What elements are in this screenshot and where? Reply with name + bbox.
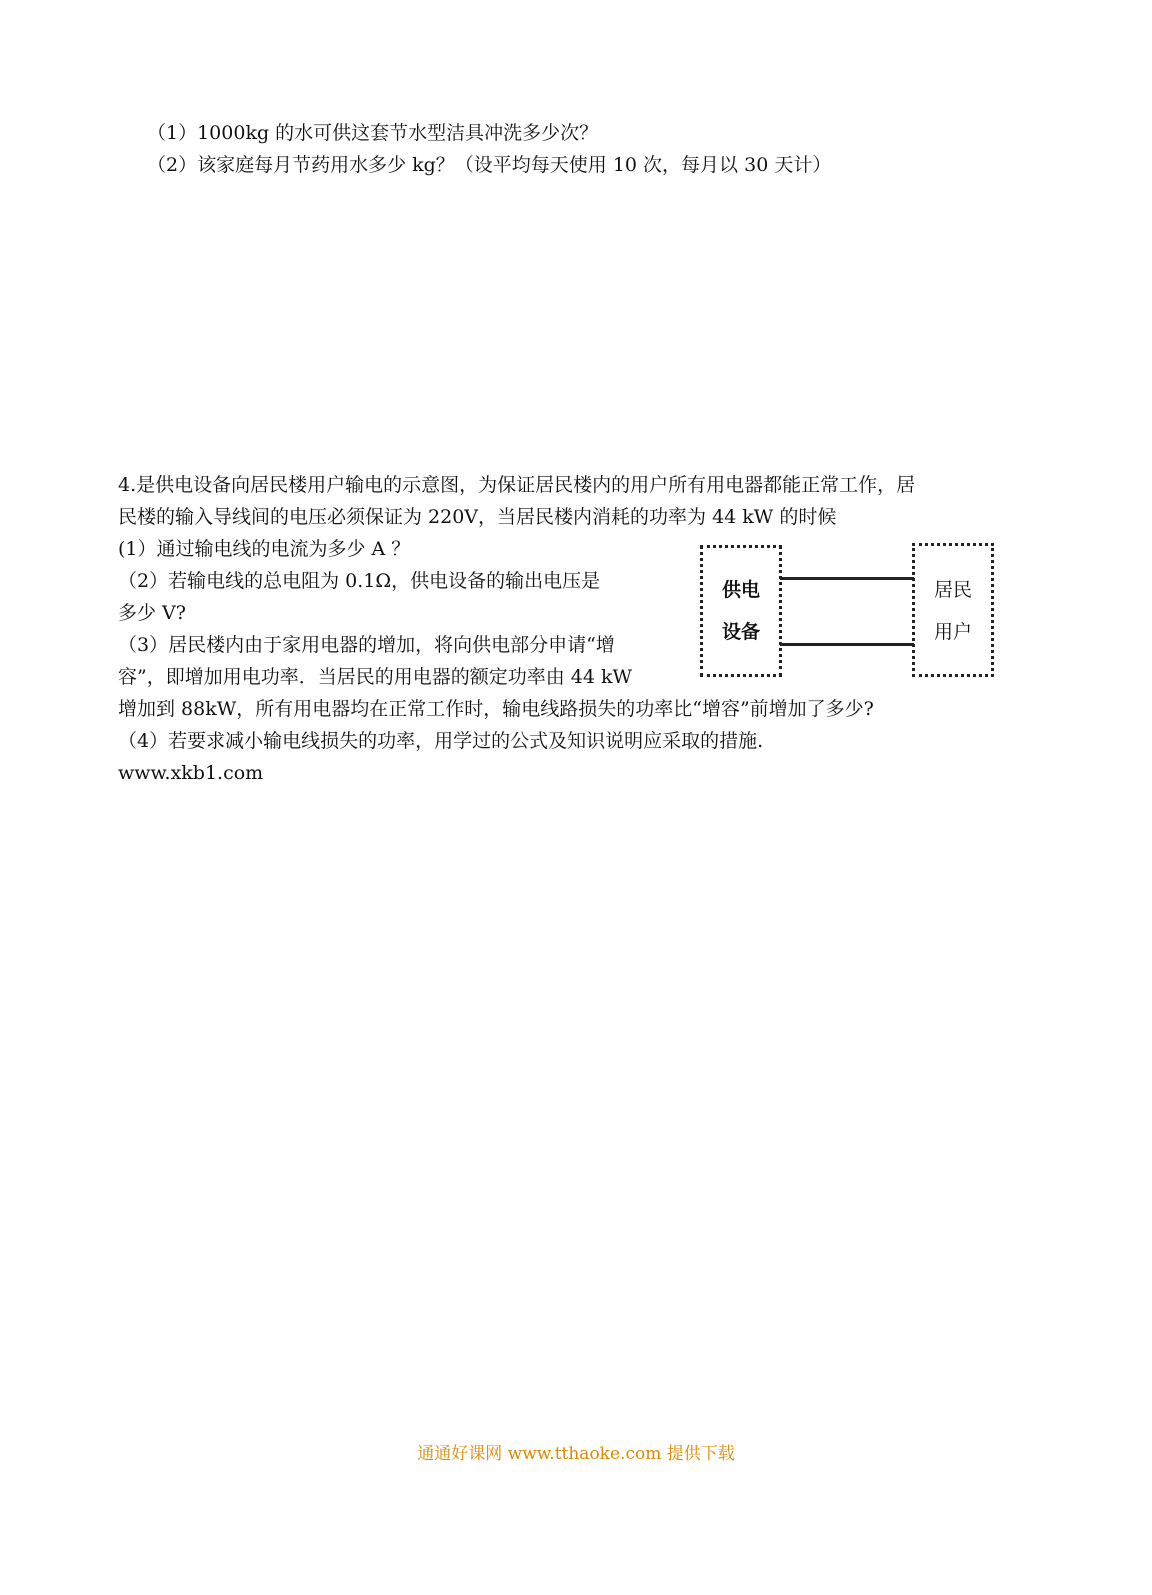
upper-wire: [780, 577, 914, 580]
power-supply-label-2: 设备: [721, 621, 760, 643]
q4-sub3-line2: 容”，即增加用电功率．当居民的用电器的额定功率由 44 kW: [118, 666, 633, 688]
lower-wire: [780, 643, 914, 646]
q4-sub4: （4）若要求减小输电线损失的功率，用学过的公式及知识说明应采取的措施.: [118, 730, 764, 752]
q3-sub2: （2）该家庭每月节药用水多少 kg？（设平均每天使用 10 次，每月以 30 天计）: [147, 154, 832, 176]
q4-intro-line2: 民楼的输入导线间的电压必须保证为 220V，当居民楼内消耗的功率为 44 kW 的时候: [118, 506, 837, 528]
q4-sub3-line3: 增加到 88kW，所有用电器均在正常工作时，输电线路损失的功率比“增容”前增加了多少?: [118, 698, 874, 720]
q4-sub2-line2: 多少 V?: [118, 602, 186, 624]
residential-user-label-2: 用户: [933, 621, 972, 643]
q4-sub3-line1: （3）居民楼内由于家用电器的增加，将向供电部分申请“增: [118, 634, 615, 656]
q3-sub1: （1）1000kg 的水可供这套节水型洁具冲洗多少次？: [147, 122, 599, 144]
q4-sub2-line1: （2）若输电线的总电阻为 0.1Ω，供电设备的输出电压是: [118, 570, 601, 592]
website-text: www.xkb1.com: [118, 762, 264, 784]
power-supply-box: [700, 545, 782, 677]
residential-user-label-1: 居民: [933, 579, 972, 601]
q4-sub1: (1）通过输电线的电流为多少 A ？: [118, 538, 411, 560]
download-footer: 通通好课网 www.tthaoke.com 提供下载: [417, 1444, 735, 1464]
residential-user-box: [912, 543, 994, 677]
power-supply-label-1: 供电: [721, 579, 760, 601]
q4-intro-line1: 4.是供电设备向居民楼用户输电的示意图，为保证居民楼内的用户所有用电器都能正常工作，居: [118, 474, 916, 496]
